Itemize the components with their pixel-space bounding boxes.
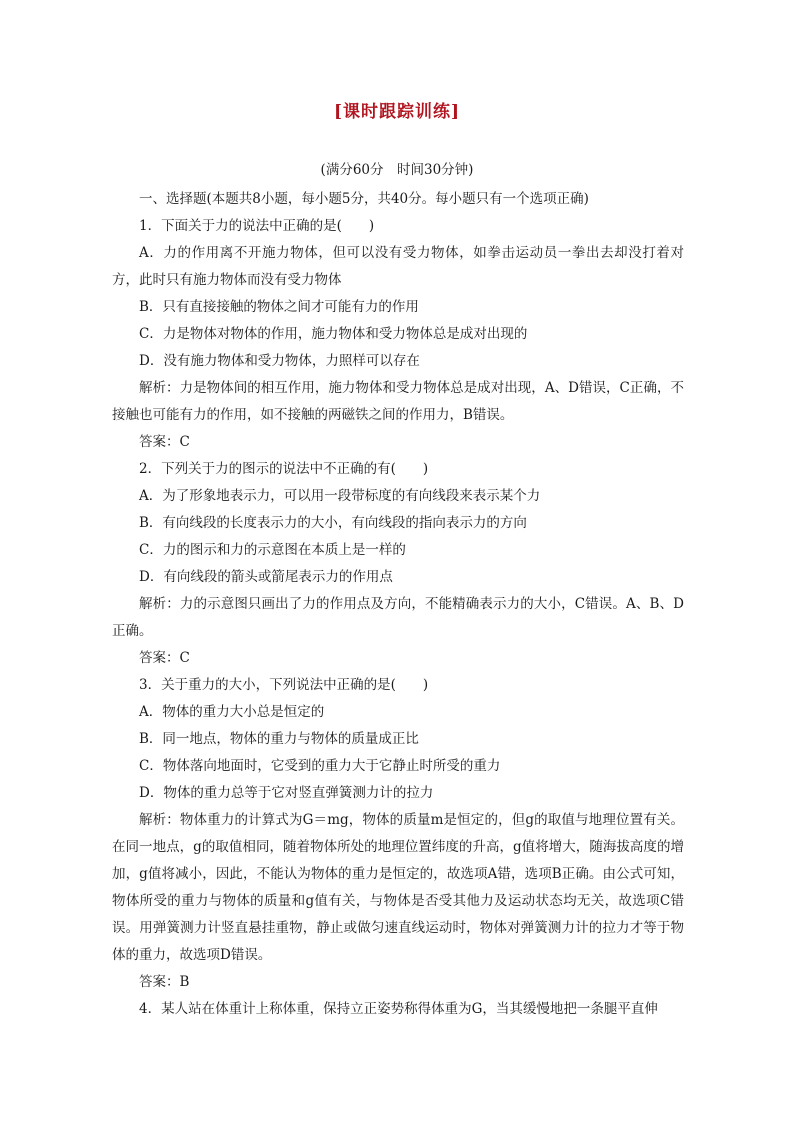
question-stem: 2．下列关于力的图示的说法中不正确的有( ) <box>139 461 429 477</box>
page-subtitle: (满分60分 时间30分钟) <box>320 162 474 178</box>
question-stem: 4．某人站在体重计上称体重，保持立正姿势称得体重为G，当其缓慢地把一条腿平直伸 <box>139 1001 658 1017</box>
analysis: 解析：力的示意图只画出了力的作用点及方向，不能精确表示力的大小，C错误。A、B、D正确。 <box>112 596 684 639</box>
analysis: 解析：力是物体间的相互作用，施力物体和受力物体总是成对出现，A、D错误，C正确，不接触也可能有力的作用，如不接触的两磁铁之间的作用力，B错误。 <box>112 380 684 423</box>
section-heading: 一、选择题(本题共8小题，每小题5分，共40分。每小题只有一个选项正确) <box>139 191 589 207</box>
option-d: D．没有施力物体和受力物体，力照样可以存在 <box>139 353 420 369</box>
option-b: B．有向线段的长度表示力的大小，有向线段的指向表示力的方向 <box>139 515 527 531</box>
document-body <box>112 186 684 1023</box>
option-c: C．力是物体对物体的作用，施力物体和受力物体总是成对出现的 <box>139 326 528 342</box>
analysis: 解析：物体重力的计算式为G＝mg，物体的质量m是恒定的，但g的取值与地理位置有关。在同一地点，g的取值相同，随着物体所处的地理位置纬度的升高，g值将增大，随海拔高度的增加，g值将减小，因此，不能认为物体的重力是恒定的，故选项A错，选项B正确。由公式可知，物体所受的重力与物体的质量和g值有关，与物体是否受其他力及运动状态均无关，故选项C错误。用弹簧测力计竖直悬挂重物，静止或做匀速直线运动时，物体对弹簧测力计的拉力才等于物体的重力，故选项D错误。 <box>112 812 684 963</box>
option-a: A．力的作用离不开施力物体，但可以没有受力物体，如拳击运动员一拳出去却没打着对方，此时只有施力物体而没有受力物体 <box>112 245 684 288</box>
option-a: A．为了形象地表示力，可以用一段带标度的有向线段来表示某个力 <box>139 488 541 504</box>
question-stem: 3．关于重力的大小，下列说法中正确的是( ) <box>139 677 429 693</box>
answer: 答案：B <box>139 974 190 990</box>
option-a: A．物体的重力大小总是恒定的 <box>139 704 325 720</box>
answer: 答案：C <box>139 434 190 450</box>
question-stem: 1．下面关于力的说法中正确的是( ) <box>139 218 375 234</box>
option-d: D．有向线段的箭头或箭尾表示力的作用点 <box>139 569 393 585</box>
option-d: D．物体的重力总等于它对竖直弹簧测力计的拉力 <box>139 785 434 801</box>
option-c: C．物体落向地面时，它受到的重力大于它静止时所受的重力 <box>139 758 501 774</box>
option-c: C．力的图示和力的示意图在本质上是一样的 <box>139 542 406 558</box>
option-b: B．同一地点，物体的重力与物体的质量成正比 <box>139 731 419 747</box>
option-b: B．只有直接接触的物体之间才可能有力的作用 <box>139 299 419 315</box>
page-title: [课时跟踪训练] <box>333 102 461 122</box>
answer: 答案：C <box>139 650 190 666</box>
